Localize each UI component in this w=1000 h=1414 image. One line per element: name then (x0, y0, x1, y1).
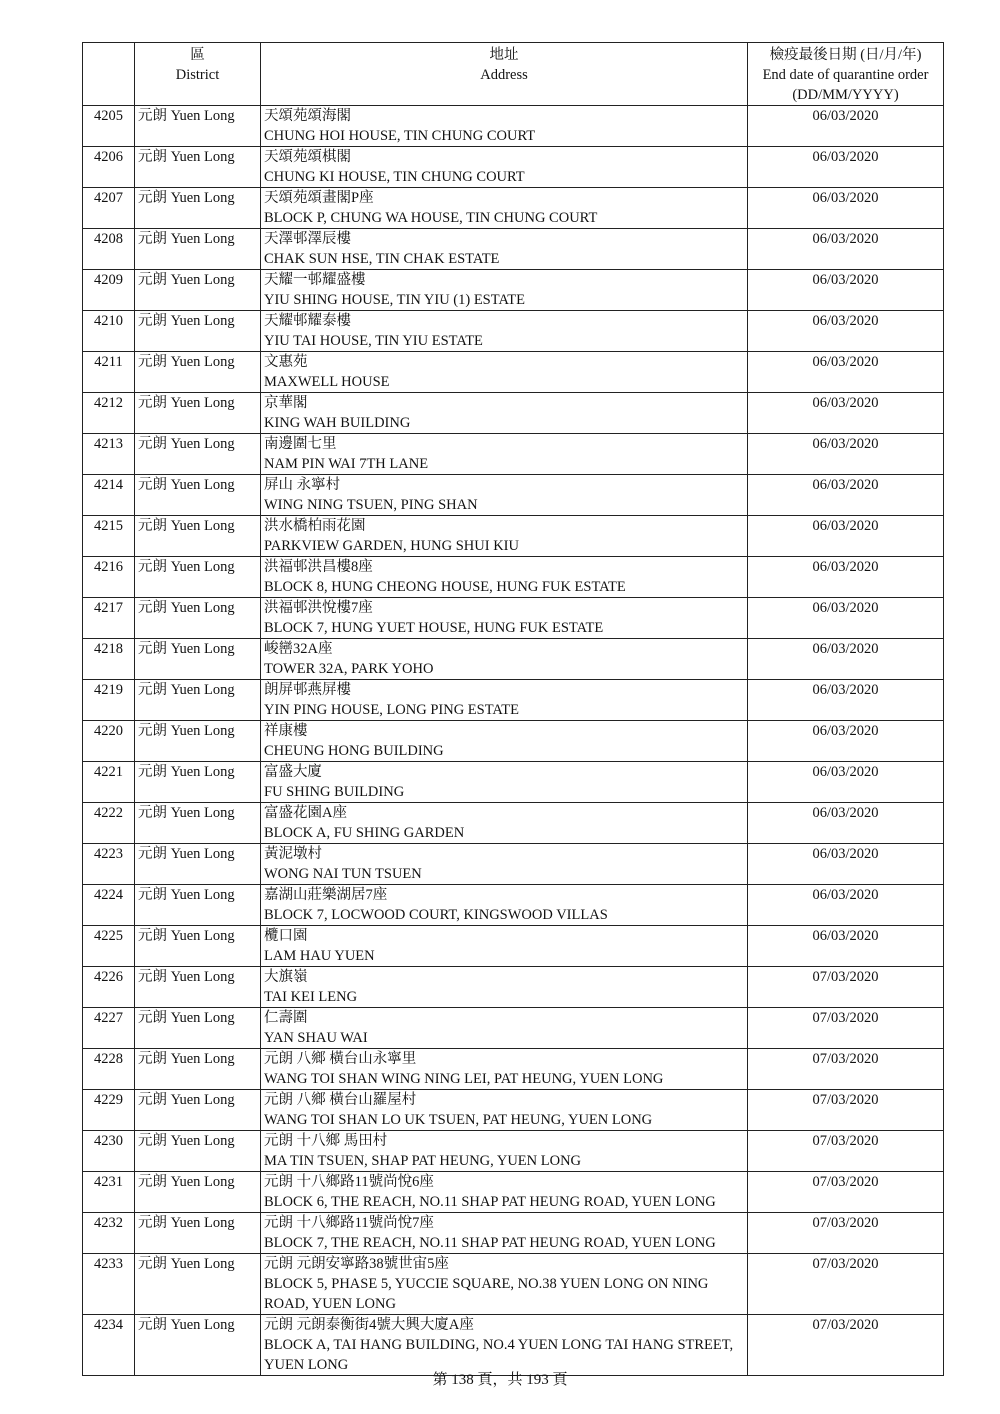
row-quarantine-end-date: 06/03/2020 (748, 147, 944, 188)
row-address (261, 844, 748, 885)
row-number: 4222 (83, 803, 135, 844)
row-address (261, 1131, 748, 1172)
address-en: CHEUNG HONG BUILDING (264, 743, 444, 759)
row-number: 4223 (83, 844, 135, 885)
address-en: KING WAH BUILDING (264, 415, 411, 431)
address-en: WONG NAI TUN TSUEN (264, 866, 422, 882)
row-address (261, 721, 748, 762)
address-en: WING NING TSUEN, PING SHAN (264, 497, 478, 513)
row-district: 元朗 Yuen Long (135, 106, 261, 147)
address-zh: 欖口園 (264, 928, 308, 944)
table-row (83, 516, 944, 557)
header-date-en: End date of quarantine order (762, 67, 929, 83)
table-row (83, 1213, 944, 1254)
row-number: 4220 (83, 721, 135, 762)
address-zh: 京華閣 (264, 395, 308, 411)
row-quarantine-end-date: 07/03/2020 (748, 1213, 944, 1254)
table-row (83, 352, 944, 393)
header-date (748, 43, 944, 106)
row-address (261, 639, 748, 680)
row-district: 元朗 Yuen Long (135, 1049, 261, 1090)
row-district: 元朗 Yuen Long (135, 1213, 261, 1254)
row-number: 4216 (83, 557, 135, 598)
row-quarantine-end-date: 06/03/2020 (748, 229, 944, 270)
table-row (83, 147, 944, 188)
address-en: MA TIN TSUEN, SHAP PAT HEUNG, YUEN LONG (264, 1153, 582, 1169)
row-district: 元朗 Yuen Long (135, 393, 261, 434)
row-quarantine-end-date: 07/03/2020 (748, 1131, 944, 1172)
table-row (83, 229, 944, 270)
row-number: 4214 (83, 475, 135, 516)
header-date-zh: 檢疫最後日期 (日/月/年) (769, 47, 922, 63)
address-zh: 元朗 元朗安寧路38號世宙5座 (264, 1256, 449, 1272)
row-address (261, 926, 748, 967)
address-zh: 天澤邨澤辰樓 (264, 231, 351, 247)
row-number: 4234 (83, 1315, 135, 1376)
address-en: YIU TAI HOUSE, TIN YIU ESTATE (264, 333, 483, 349)
address-en: YIN PING HOUSE, LONG PING ESTATE (264, 702, 519, 718)
address-en: WANG TOI SHAN LO UK TSUEN, PAT HEUNG, YUEN LONG (264, 1112, 653, 1128)
address-zh: 朗屏邨燕屏樓 (264, 682, 351, 698)
table-row (83, 1254, 944, 1315)
address-zh: 洪福邨洪悅樓7座 (264, 600, 373, 616)
row-address (261, 352, 748, 393)
address-zh: 富盛花園A座 (264, 805, 347, 821)
address-en: YUEN LONG (264, 1357, 349, 1373)
table-row (83, 721, 944, 762)
row-address (261, 1254, 748, 1315)
row-district: 元朗 Yuen Long (135, 1131, 261, 1172)
table-row (83, 311, 944, 352)
row-number: 4233 (83, 1254, 135, 1315)
table-row (83, 1049, 944, 1090)
row-number: 4212 (83, 393, 135, 434)
row-district: 元朗 Yuen Long (135, 1254, 261, 1315)
row-quarantine-end-date: 06/03/2020 (748, 844, 944, 885)
row-quarantine-end-date: 06/03/2020 (748, 311, 944, 352)
row-address (261, 680, 748, 721)
row-quarantine-end-date: 06/03/2020 (748, 475, 944, 516)
row-number: 4213 (83, 434, 135, 475)
address-en: BLOCK 7, THE REACH, NO.11 SHAP PAT HEUNG ROAD, YUEN LONG (264, 1235, 716, 1251)
address-en: MAXWELL HOUSE (264, 374, 390, 390)
row-address (261, 311, 748, 352)
address-zh: 峻巒32A座 (264, 641, 333, 657)
row-number: 4210 (83, 311, 135, 352)
address-zh: 大旗嶺 (264, 969, 308, 985)
row-address (261, 1008, 748, 1049)
row-quarantine-end-date: 06/03/2020 (748, 598, 944, 639)
table-row (83, 106, 944, 147)
address-en: FU SHING BUILDING (264, 784, 405, 800)
page-number: 第 138 頁，共 193 頁 (432, 1372, 568, 1388)
row-address (261, 598, 748, 639)
row-number: 4217 (83, 598, 135, 639)
row-district: 元朗 Yuen Long (135, 1172, 261, 1213)
row-address (261, 803, 748, 844)
address-zh: 文惠苑 (264, 354, 308, 370)
row-district: 元朗 Yuen Long (135, 721, 261, 762)
row-district: 元朗 Yuen Long (135, 311, 261, 352)
row-number: 4225 (83, 926, 135, 967)
row-address (261, 434, 748, 475)
row-district: 元朗 Yuen Long (135, 926, 261, 967)
table-row (83, 1172, 944, 1213)
row-quarantine-end-date: 06/03/2020 (748, 803, 944, 844)
row-district: 元朗 Yuen Long (135, 885, 261, 926)
table-header-row (83, 43, 944, 106)
row-quarantine-end-date: 06/03/2020 (748, 270, 944, 311)
row-address (261, 106, 748, 147)
row-number: 4224 (83, 885, 135, 926)
table-row (83, 188, 944, 229)
table-row (83, 639, 944, 680)
table-row (83, 270, 944, 311)
row-district: 元朗 Yuen Long (135, 516, 261, 557)
address-zh: 仁壽圍 (264, 1010, 308, 1026)
row-number: 4231 (83, 1172, 135, 1213)
row-quarantine-end-date: 06/03/2020 (748, 434, 944, 475)
row-district: 元朗 Yuen Long (135, 680, 261, 721)
address-zh: 天頌苑頌棋閣 (264, 149, 351, 165)
row-address (261, 1172, 748, 1213)
row-district: 元朗 Yuen Long (135, 475, 261, 516)
address-en: TOWER 32A, PARK YOHO (264, 661, 434, 677)
address-zh: 南邊圍七里 (264, 436, 337, 452)
address-zh: 富盛大廈 (264, 764, 322, 780)
row-address (261, 762, 748, 803)
row-district: 元朗 Yuen Long (135, 598, 261, 639)
row-number: 4207 (83, 188, 135, 229)
row-quarantine-end-date: 06/03/2020 (748, 352, 944, 393)
header-number (83, 43, 135, 106)
address-en: NAM PIN WAI 7TH LANE (264, 456, 429, 472)
row-address (261, 557, 748, 598)
row-number: 4215 (83, 516, 135, 557)
address-zh: 洪福邨洪昌樓8座 (264, 559, 373, 575)
header-date-format: (DD/MM/YYYY) (792, 87, 899, 103)
address-zh: 元朗 十八鄉路11號尚悅6座 (264, 1174, 434, 1190)
address-en: ROAD, YUEN LONG (264, 1296, 396, 1312)
row-number: 4226 (83, 967, 135, 1008)
row-address (261, 967, 748, 1008)
row-quarantine-end-date: 07/03/2020 (748, 967, 944, 1008)
row-quarantine-end-date: 07/03/2020 (748, 1315, 944, 1376)
row-district: 元朗 Yuen Long (135, 147, 261, 188)
row-district: 元朗 Yuen Long (135, 557, 261, 598)
row-address (261, 229, 748, 270)
row-address (261, 270, 748, 311)
address-en: WANG TOI SHAN WING NING LEI, PAT HEUNG, YUEN LONG (264, 1071, 664, 1087)
row-number: 4211 (83, 352, 135, 393)
table-row (83, 967, 944, 1008)
row-quarantine-end-date: 07/03/2020 (748, 1049, 944, 1090)
address-en: BLOCK P, CHUNG WA HOUSE, TIN CHUNG COURT (264, 210, 598, 226)
row-district: 元朗 Yuen Long (135, 803, 261, 844)
table-row (83, 803, 944, 844)
address-en: BLOCK 7, LOCWOOD COURT, KINGSWOOD VILLAS (264, 907, 608, 923)
address-en: YIU SHING HOUSE, TIN YIU (1) ESTATE (264, 292, 526, 308)
row-district: 元朗 Yuen Long (135, 229, 261, 270)
row-address (261, 516, 748, 557)
row-number: 4218 (83, 639, 135, 680)
row-district: 元朗 Yuen Long (135, 844, 261, 885)
row-quarantine-end-date: 06/03/2020 (748, 393, 944, 434)
address-zh: 屏山 永寧村 (264, 477, 341, 493)
row-quarantine-end-date: 06/03/2020 (748, 557, 944, 598)
row-number: 4221 (83, 762, 135, 803)
address-zh: 元朗 十八鄉路11號尚悅7座 (264, 1215, 434, 1231)
table-row (83, 434, 944, 475)
table-row (83, 1315, 944, 1376)
address-zh: 天頌苑頌畫閣P座 (264, 190, 374, 206)
address-zh: 元朗 八鄉 橫台山永寧里 (264, 1051, 417, 1067)
row-district: 元朗 Yuen Long (135, 352, 261, 393)
address-zh: 天耀一邨耀盛樓 (264, 272, 366, 288)
table-row (83, 1008, 944, 1049)
table-row (83, 393, 944, 434)
row-address (261, 1315, 748, 1376)
row-quarantine-end-date: 06/03/2020 (748, 721, 944, 762)
address-en: CHUNG HOI HOUSE, TIN CHUNG COURT (264, 128, 536, 144)
header-district-zh: 區 (190, 47, 205, 63)
row-district: 元朗 Yuen Long (135, 188, 261, 229)
address-en: YAN SHAU WAI (264, 1030, 368, 1046)
row-quarantine-end-date: 06/03/2020 (748, 926, 944, 967)
row-address (261, 475, 748, 516)
row-address (261, 188, 748, 229)
table-row (83, 475, 944, 516)
row-quarantine-end-date: 06/03/2020 (748, 762, 944, 803)
row-quarantine-end-date: 07/03/2020 (748, 1254, 944, 1315)
address-en: CHAK SUN HSE, TIN CHAK ESTATE (264, 251, 500, 267)
row-number: 4219 (83, 680, 135, 721)
address-zh: 天頌苑頌海閣 (264, 108, 351, 124)
address-zh: 元朗 十八鄉 馬田村 (264, 1133, 388, 1149)
row-district: 元朗 Yuen Long (135, 639, 261, 680)
row-address (261, 1213, 748, 1254)
address-en: TAI KEI LENG (264, 989, 358, 1005)
address-en: LAM HAU YUEN (264, 948, 375, 964)
address-zh: 元朗 八鄉 橫台山羅屋村 (264, 1092, 417, 1108)
header-address-en: Address (480, 67, 528, 83)
row-address (261, 1049, 748, 1090)
address-en: BLOCK A, TAI HANG BUILDING, NO.4 YUEN LONG TAI HANG STREET, (264, 1337, 734, 1353)
row-district: 元朗 Yuen Long (135, 762, 261, 803)
address-zh: 洪水橋柏雨花園 (264, 518, 366, 534)
header-address (261, 43, 748, 106)
row-number: 4227 (83, 1008, 135, 1049)
row-quarantine-end-date: 07/03/2020 (748, 1090, 944, 1131)
table-row (83, 1090, 944, 1131)
row-number: 4228 (83, 1049, 135, 1090)
address-en: BLOCK 7, HUNG YUET HOUSE, HUNG FUK ESTATE (264, 620, 604, 636)
row-number: 4205 (83, 106, 135, 147)
address-en: CHUNG KI HOUSE, TIN CHUNG COURT (264, 169, 525, 185)
row-number: 4229 (83, 1090, 135, 1131)
row-district: 元朗 Yuen Long (135, 1315, 261, 1376)
address-en: BLOCK 8, HUNG CHEONG HOUSE, HUNG FUK ESTATE (264, 579, 626, 595)
row-number: 4209 (83, 270, 135, 311)
address-en: PARKVIEW GARDEN, HUNG SHUI KIU (264, 538, 519, 554)
table-row (83, 885, 944, 926)
table-row (83, 680, 944, 721)
header-district (135, 43, 261, 106)
header-address-zh: 地址 (489, 47, 519, 63)
address-en: BLOCK 5, PHASE 5, YUCCIE SQUARE, NO.38 YUEN LONG ON NING (264, 1276, 709, 1292)
address-zh: 天耀邨耀泰樓 (264, 313, 351, 329)
row-quarantine-end-date: 06/03/2020 (748, 885, 944, 926)
row-address (261, 885, 748, 926)
row-quarantine-end-date: 06/03/2020 (748, 106, 944, 147)
row-address (261, 147, 748, 188)
row-quarantine-end-date: 07/03/2020 (748, 1172, 944, 1213)
row-district: 元朗 Yuen Long (135, 967, 261, 1008)
address-zh: 元朗 元朗泰衡街4號大興大廈A座 (264, 1317, 474, 1333)
table-row (83, 926, 944, 967)
row-number: 4232 (83, 1213, 135, 1254)
address-zh: 祥康樓 (264, 723, 308, 739)
table-body (83, 106, 944, 1376)
address-en: BLOCK 6, THE REACH, NO.11 SHAP PAT HEUNG ROAD, YUEN LONG (264, 1194, 716, 1210)
address-zh: 嘉湖山莊樂湖居7座 (264, 887, 388, 903)
row-district: 元朗 Yuen Long (135, 1090, 261, 1131)
row-quarantine-end-date: 06/03/2020 (748, 188, 944, 229)
table-row (83, 1131, 944, 1172)
row-number: 4206 (83, 147, 135, 188)
quarantine-table (82, 42, 944, 1376)
row-address (261, 393, 748, 434)
address-en: BLOCK A, FU SHING GARDEN (264, 825, 465, 841)
row-quarantine-end-date: 06/03/2020 (748, 639, 944, 680)
row-district: 元朗 Yuen Long (135, 434, 261, 475)
row-quarantine-end-date: 07/03/2020 (748, 1008, 944, 1049)
row-number: 4230 (83, 1131, 135, 1172)
table-row (83, 844, 944, 885)
table-row (83, 557, 944, 598)
table-row (83, 598, 944, 639)
address-zh: 黃泥墩村 (264, 846, 322, 862)
row-district: 元朗 Yuen Long (135, 270, 261, 311)
row-quarantine-end-date: 06/03/2020 (748, 680, 944, 721)
row-quarantine-end-date: 06/03/2020 (748, 516, 944, 557)
table-row (83, 762, 944, 803)
row-district: 元朗 Yuen Long (135, 1008, 261, 1049)
row-address (261, 1090, 748, 1131)
header-district-en: District (175, 67, 220, 83)
row-number: 4208 (83, 229, 135, 270)
